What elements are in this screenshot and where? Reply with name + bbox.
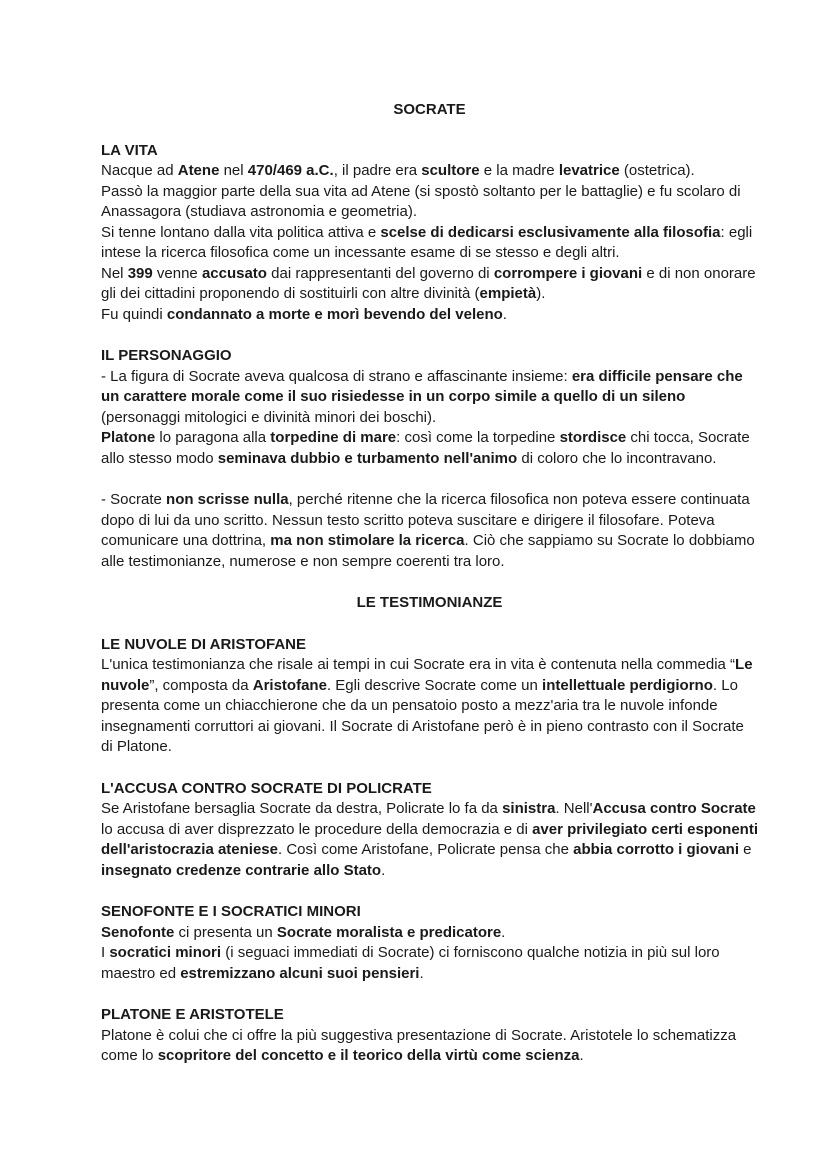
bold-text: accusato <box>201 264 267 282</box>
text-run: Si tenne lontano dalla vita politica attiva e <box>101 223 381 241</box>
bold-text: scultore <box>421 162 480 179</box>
text-run: Platone è colui che ci offre la più suggestiva presentazione di Socrate. Aristotele lo schematizza come lo <box>101 1026 737 1064</box>
testimonianze-title: LE TESTIMONIANZE <box>356 594 503 611</box>
bold-text: empietà <box>479 285 537 302</box>
paragraph <box>101 655 758 758</box>
paragraph <box>101 428 758 469</box>
text-run: dai rappresentanti del governo di <box>266 264 494 282</box>
text-run: Nel <box>101 264 128 282</box>
text-run: , perché ritenne che la ricerca filosofica non poteva essere continuata dopo di lui da uno scritto. Nessun testo scritto poteva suscitare e dirigere il filosofare. Poteva comunicare una dottrina, <box>101 491 750 549</box>
text-run: : egli intese la ricerca filosofica come un incessante esame di se stesso e degli altri. <box>101 223 753 261</box>
text-run: . Ciò che sappiamo su Socrate lo dobbiamo alle testimonianze, numerose e non sempre coerenti tra loro. <box>101 532 755 570</box>
bold-text: Platone <box>101 429 156 446</box>
bold-text: era difficile pensare che un carattere morale come il suo risiedesse in un corpo simile a quello di un sileno <box>101 367 743 405</box>
text-run: Fu quindi <box>101 305 167 323</box>
bold-text: ma non stimolare la ricerca <box>270 532 465 549</box>
paragraph <box>101 264 758 305</box>
text-run: ”, composta da <box>149 676 253 694</box>
text-run: lo paragona alla <box>155 429 271 446</box>
paragraph <box>101 182 758 223</box>
bold-text: Accusa contro Socrate <box>592 800 756 817</box>
bold-text: 470/469 a.C. <box>247 162 334 179</box>
bold-text: sinistra <box>502 800 556 817</box>
section-body <box>101 161 758 325</box>
section-vita <box>101 141 758 326</box>
bold-text: insegnato credenze contrarie allo Stato <box>101 861 382 879</box>
bold-text: levatrice <box>558 162 620 179</box>
text-run: di coloro che lo incontravano. <box>517 449 717 467</box>
section-senofonte <box>101 902 758 984</box>
text-run: : così come la torpedine <box>396 429 560 446</box>
bold-text: corrompere i giovani <box>493 264 643 282</box>
spacer <box>101 614 758 635</box>
bold-text: abbia corrotto i giovani <box>573 841 740 858</box>
bold-text: condannato a morte e morì bevendo del veleno <box>166 305 503 323</box>
section-heading-policrate: L'ACCUSA CONTRO SOCRATE DI POLICRATE <box>101 779 432 797</box>
section-body <box>101 923 758 985</box>
bold-text: Socrate moralista e predicatore <box>276 923 502 941</box>
text-run: (personaggi mitologici e divinità minori dei boschi). <box>101 408 437 426</box>
section-body <box>101 655 758 758</box>
spacer <box>101 881 758 902</box>
section-body <box>101 799 758 881</box>
text-run: , il padre era <box>333 162 422 179</box>
text-run: . <box>381 861 386 879</box>
bold-text: aver privilegiato certi esponenti dell'aristocrazia ateniese <box>101 820 758 858</box>
bold-text: torpedine di mare <box>270 429 397 446</box>
text-run: . Lo presenta come un chiacchierone che da un pensatoio posto a mezz'aria tra le nuvole infonde insegnamenti corruttori ai giovani. Il Socrate di Aristofane però è in pieno contrasto con il Socrate di Platone. <box>101 676 744 755</box>
text-run: . <box>502 305 507 323</box>
section-policrate <box>101 779 758 882</box>
paragraph <box>101 1026 758 1067</box>
text-run: - La figura di Socrate aveva qualcosa di strano e affascinante insieme: <box>101 367 572 385</box>
section-nuvole <box>101 635 758 758</box>
text-run: - Socrate <box>101 491 167 508</box>
paragraph <box>101 305 758 326</box>
text-run: Passò la maggior parte della sua vita ad Atene (si spostò soltanto per le battaglie) e fu scolaro di Anassagora (studiava astronomia e geometria). <box>101 182 741 220</box>
text-run: (i seguaci immediati di Socrate) ci forniscono qualche notizia in più sul loro maestro ed <box>101 944 720 982</box>
section-body <box>101 367 758 470</box>
bold-text: intellettuale perdigiorno <box>542 676 713 694</box>
section-body <box>101 1026 758 1067</box>
section-personaggio <box>101 346 758 572</box>
paragraph <box>101 943 758 984</box>
text-run: e <box>739 841 752 858</box>
bold-text: stordisce <box>559 429 627 446</box>
bold-text: non scrisse nulla <box>166 491 289 508</box>
text-run: (ostetrica). <box>619 162 695 179</box>
text-run: . Egli descrive Socrate come un <box>326 676 543 694</box>
text-run: . Così come Aristofane, Policrate pensa che <box>278 841 574 858</box>
paragraph <box>101 367 758 429</box>
bold-text: Aristofane <box>252 676 327 694</box>
section-heading-platone: PLATONE E ARISTOTELE <box>101 1006 284 1023</box>
text-run: Nacque ad <box>101 162 178 179</box>
text-run: Se Aristofane bersaglia Socrate da destra, Policrate lo fa da <box>101 800 503 817</box>
section-heading-senofonte: SENOFONTE E I SOCRATICI MINORI <box>101 903 361 920</box>
section-heading-vita: LA VITA <box>101 141 158 159</box>
text-run: . <box>579 1047 584 1064</box>
text-run: lo accusa di aver disprezzato le procedure della democrazia e di <box>101 820 533 838</box>
spacer <box>101 325 758 346</box>
paragraph <box>101 223 758 264</box>
text-run: e di non onorare gli dei cittadini proponendo di sostituirli con altre divinità ( <box>101 264 756 302</box>
bold-text: scopritore del concetto e il teorico della virtù come scienza <box>157 1047 580 1064</box>
text-run: I <box>101 944 110 961</box>
text-run: . <box>501 923 506 941</box>
paragraph <box>101 490 758 572</box>
bold-text: Senofonte <box>101 923 175 941</box>
text-run: venne <box>152 264 202 282</box>
text-run: . Nell' <box>555 800 593 817</box>
paragraph <box>101 923 758 944</box>
bold-text: Atene <box>177 162 220 179</box>
bold-text: Le nuvole <box>101 656 753 694</box>
text-run: chi tocca, Socrate allo stesso modo <box>101 429 750 467</box>
text-run: . <box>419 964 424 982</box>
spacer <box>101 469 758 490</box>
text-run: ci presenta un <box>174 923 277 941</box>
text-run: ). <box>536 285 546 302</box>
bold-text: seminava dubbio e turbamento nell'animo <box>217 449 518 467</box>
bold-text: socratici minori <box>109 944 222 961</box>
spacer <box>101 758 758 779</box>
section-heading-personaggio: IL PERSONAGGIO <box>101 347 232 364</box>
section-heading-nuvole: LE NUVOLE DI ARISTOFANE <box>101 635 307 653</box>
document-title: SOCRATE <box>393 101 466 118</box>
section-platone <box>101 1005 758 1067</box>
paragraph <box>101 161 758 182</box>
text-run: e la madre <box>479 162 559 179</box>
paragraph <box>101 799 758 881</box>
bold-text: scelse di dedicarsi esclusivamente alla filosofia <box>380 223 721 241</box>
section-body <box>101 490 758 572</box>
text-run: L'unica testimonianza che risale ai tempi in cui Socrate era in vita è contenuta nella commedia “ <box>101 656 736 673</box>
spacer <box>101 984 758 1005</box>
text-run: nel <box>219 162 248 179</box>
spacer <box>101 572 758 593</box>
bold-text: 399 <box>127 264 153 282</box>
bold-text: estremizzano alcuni suoi pensieri <box>180 964 420 982</box>
